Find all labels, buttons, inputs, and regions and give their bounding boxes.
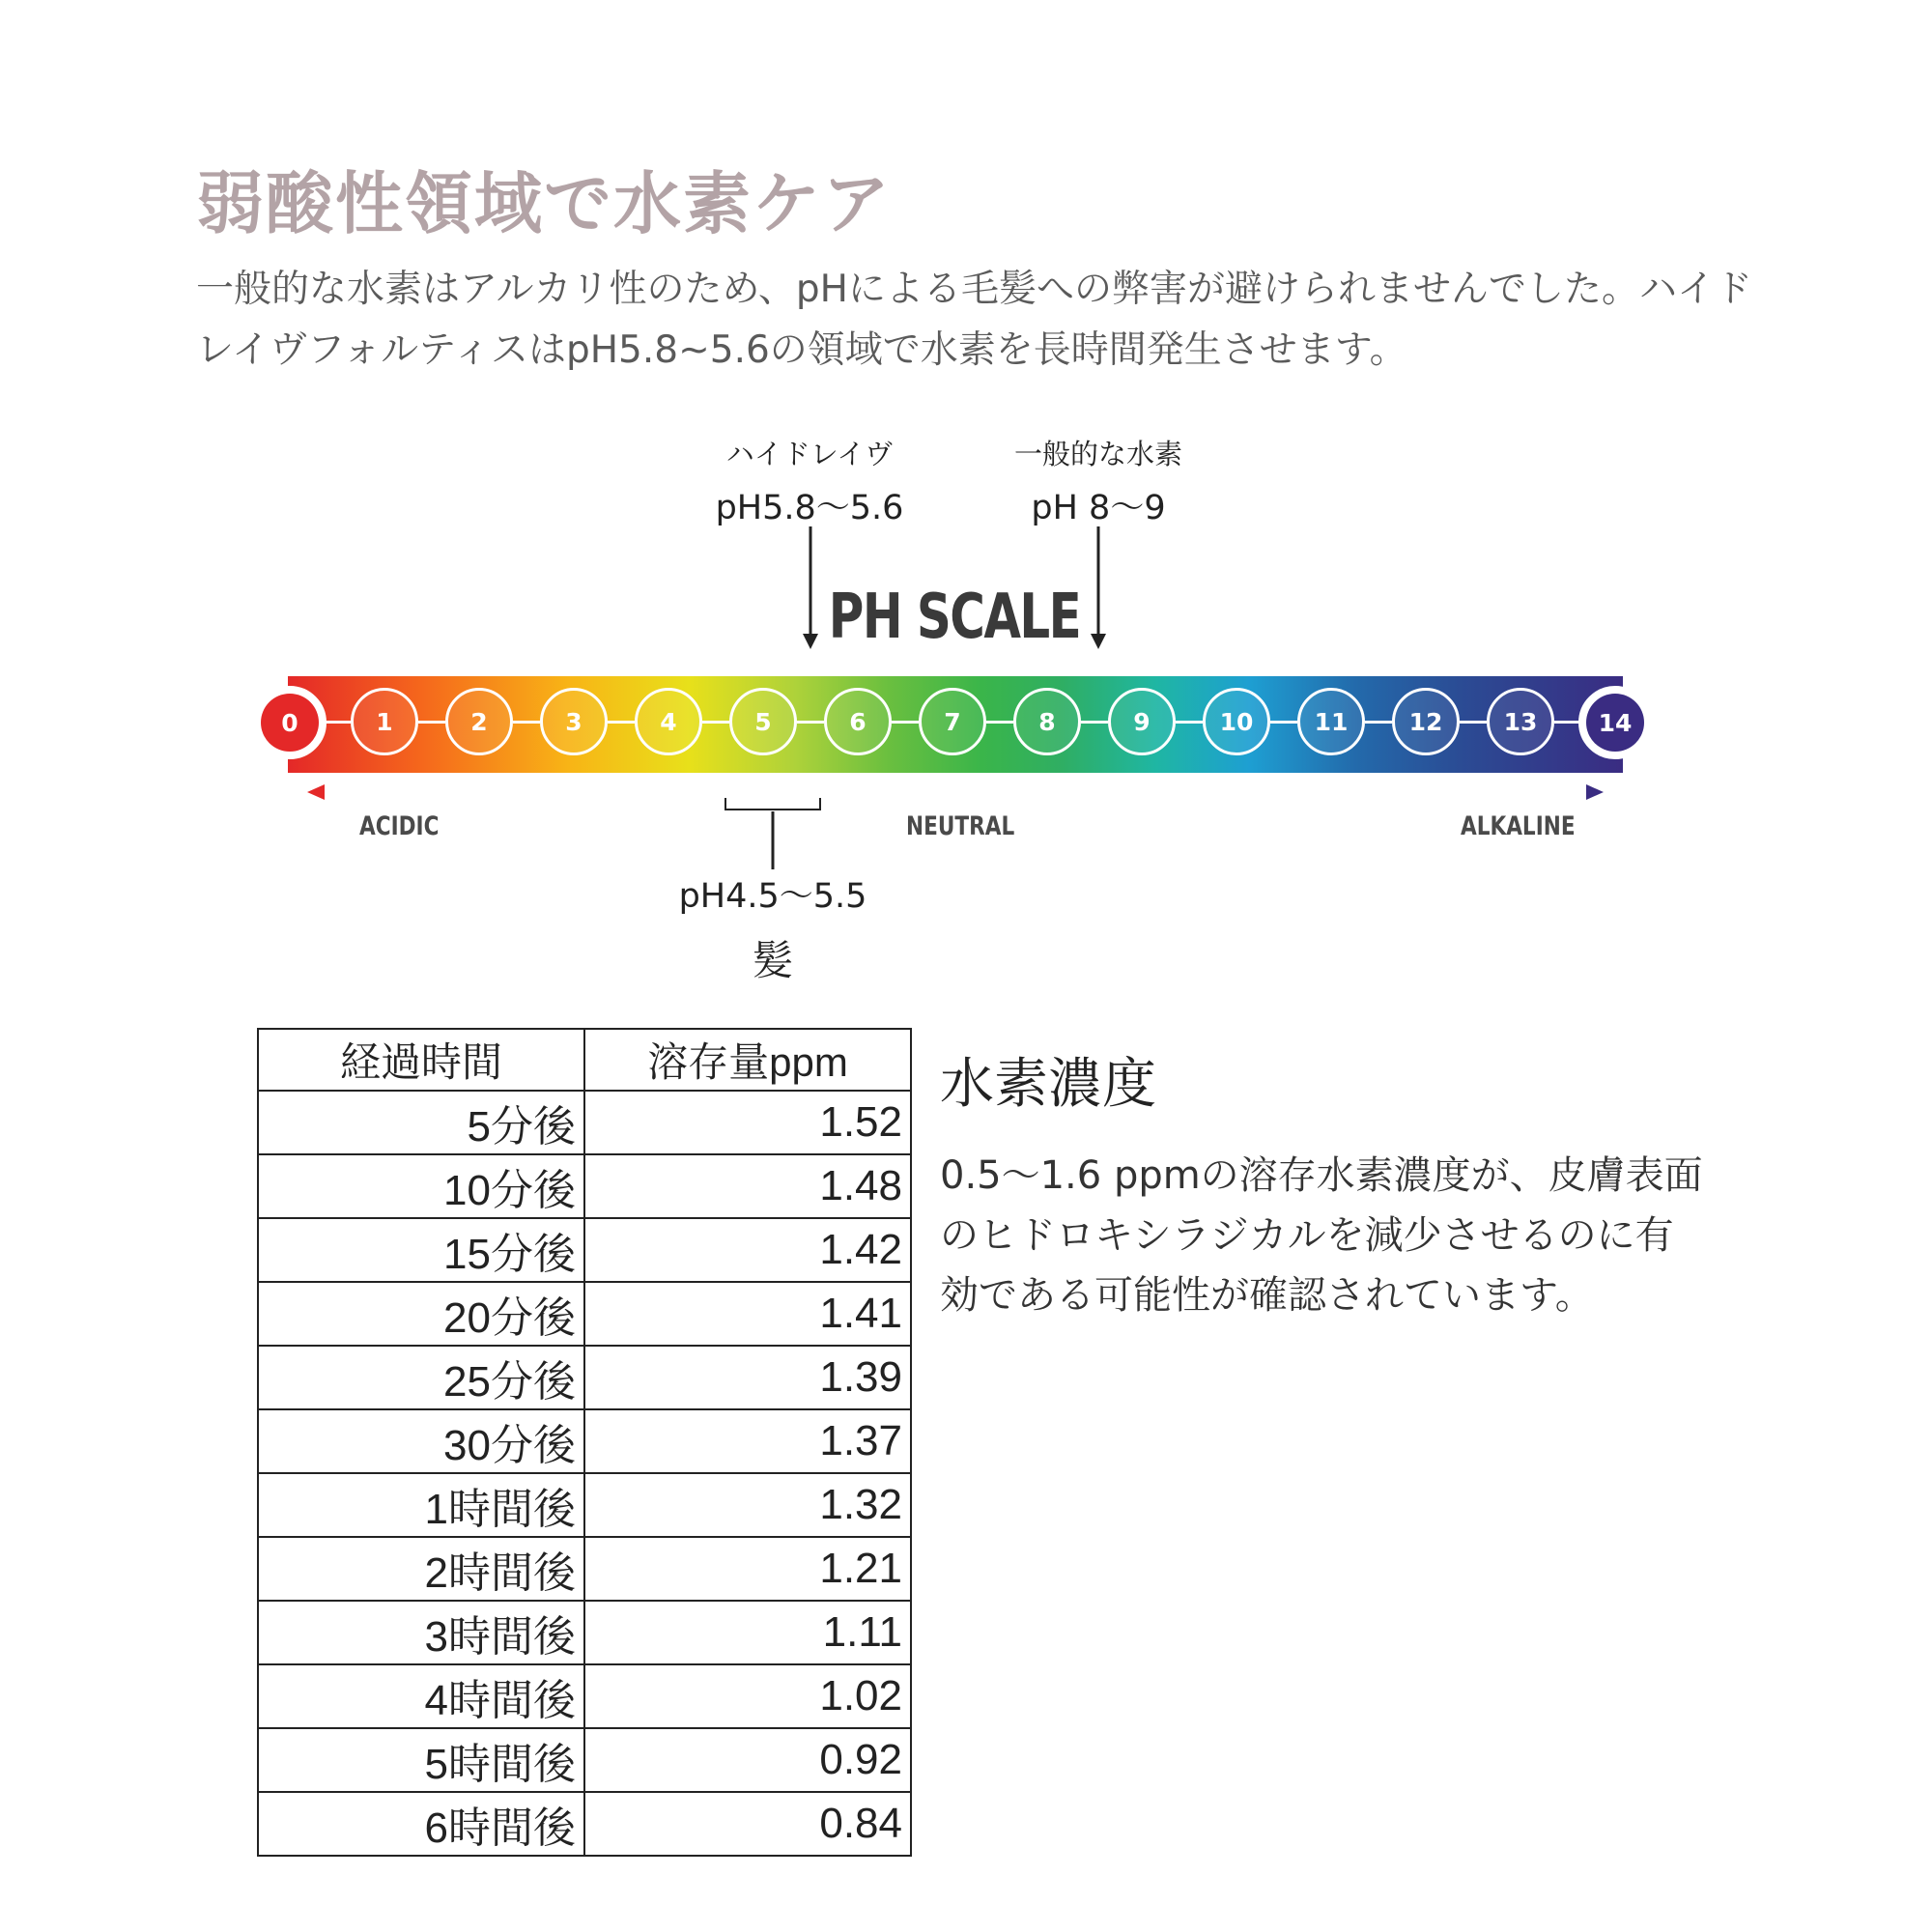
page-title: 弱酸性領域で水素ケア (196, 164, 892, 243)
ppm-cell: 1.32 (584, 1473, 911, 1537)
elapsed-time-cell: 10分後 (258, 1154, 584, 1218)
table-row (258, 1282, 911, 1346)
neutral-label: NEUTRAL (906, 811, 1015, 841)
scale-connector (892, 721, 919, 724)
elapsed-time-cell: 20分後 (258, 1282, 584, 1346)
table-row (258, 1664, 911, 1728)
table-row (258, 1728, 911, 1792)
elapsed-time-cell: 4時間後 (258, 1664, 584, 1728)
table-row (258, 1792, 911, 1856)
elapsed-time-cell: 1時間後 (258, 1473, 584, 1537)
ph-value-1: 1 (351, 688, 418, 755)
elapsed-time-cell: 30分後 (258, 1409, 584, 1473)
ph-value-7: 7 (919, 688, 986, 755)
ph-value-8: 8 (1013, 688, 1081, 755)
ph-value-4: 4 (635, 688, 702, 755)
ph-value-11: 11 (1297, 688, 1365, 755)
scale-connector (1460, 721, 1487, 724)
table-row (258, 1218, 911, 1282)
ph-value-12: 12 (1392, 688, 1460, 755)
elapsed-time-cell: 25分後 (258, 1346, 584, 1409)
table-row (258, 1409, 911, 1473)
table-row (258, 1473, 911, 1537)
hair-bracket (725, 798, 820, 869)
elapsed-time-cell: 6時間後 (258, 1792, 584, 1856)
ph-value-13: 13 (1487, 688, 1554, 755)
scale-connector (986, 721, 1013, 724)
ppm-cell: 1.02 (584, 1664, 911, 1728)
scale-connector (797, 721, 824, 724)
alkaline-label: ALKALINE (1461, 811, 1576, 841)
elapsed-time-cell: 15分後 (258, 1218, 584, 1282)
ph-value-10: 10 (1203, 688, 1270, 755)
table-row (258, 1537, 911, 1601)
general-ph: pH 8〜9 (1031, 489, 1166, 527)
acidity-arrow (307, 784, 1604, 800)
ph-value-14 (1578, 686, 1652, 759)
ppm-cell: 1.37 (584, 1409, 911, 1473)
scale-connector (1270, 721, 1297, 724)
elapsed-time-cell: 5分後 (258, 1091, 584, 1154)
table-body (258, 1091, 911, 1856)
scale-connector (513, 721, 540, 724)
scale-connector (418, 721, 445, 724)
scale-connector (1176, 721, 1203, 724)
hydreive-ph: pH5.8〜5.6 (715, 489, 904, 527)
ph-value-5: 5 (729, 688, 797, 755)
general-arrow (1091, 526, 1106, 649)
ppm-cell: 1.39 (584, 1346, 911, 1409)
ph-value-label: 14 (1586, 694, 1644, 752)
table-row (258, 1091, 911, 1154)
ph-value-3: 3 (540, 688, 608, 755)
header-elapsed-time: 経過時間 (258, 1029, 584, 1091)
ppm-cell: 1.11 (584, 1601, 911, 1664)
ph-value-label: 0 (261, 694, 319, 752)
ph-value-9: 9 (1108, 688, 1176, 755)
ppm-cell: 1.21 (584, 1537, 911, 1601)
table-row (258, 1601, 911, 1664)
general-label: 一般的な水素 (1013, 438, 1183, 470)
hair-ph: pH4.5〜5.5 (678, 877, 867, 916)
ph-value-0 (253, 686, 327, 759)
scale-connector (1365, 721, 1392, 724)
hydreive-label: ハイドレイヴ (725, 438, 894, 470)
header-dissolved-ppm: 溶存量ppm (584, 1029, 911, 1091)
ppm-cell: 1.42 (584, 1218, 911, 1282)
scale-connector (324, 721, 351, 724)
elapsed-time-cell: 5時間後 (258, 1728, 584, 1792)
ppm-cell: 0.92 (584, 1728, 911, 1792)
scale-connector (702, 721, 729, 724)
acidic-label: ACIDIC (359, 811, 440, 841)
ppm-cell: 1.41 (584, 1282, 911, 1346)
hydreive-arrow (803, 526, 818, 649)
concentration-body: 0.5〜1.6 ppmの溶存水素濃度が、皮膚表面のヒドロキシラジカルを減少させるのに有効である可能性が確認されています。 (940, 1153, 1703, 1318)
scale-connector (1081, 721, 1108, 724)
ppm-cell: 0.84 (584, 1792, 911, 1856)
concentration-title: 水素濃度 (940, 1053, 1156, 1116)
hydrogen-table (257, 1028, 912, 1857)
ph-value-6: 6 (824, 688, 892, 755)
table-header-row (258, 1029, 911, 1091)
scale-connector (608, 721, 635, 724)
intro-text: 一般的な水素はアルカリ性のため、pHによる毛髪への弊害が避けられませんでした。ハイドレイヴフォルティスはpH5.8~5.6の領域で水素を長時間発生させます。 (196, 268, 1752, 372)
table-row (258, 1346, 911, 1409)
scale-connector (1554, 721, 1581, 724)
table-row (258, 1154, 911, 1218)
hair-label: 髪 (752, 937, 794, 984)
elapsed-time-cell: 3時間後 (258, 1601, 584, 1664)
ppm-cell: 1.52 (584, 1091, 911, 1154)
elapsed-time-cell: 2時間後 (258, 1537, 584, 1601)
ph-scale-title: PH SCALE (828, 582, 1081, 653)
ph-value-2: 2 (445, 688, 513, 755)
ppm-cell: 1.48 (584, 1154, 911, 1218)
